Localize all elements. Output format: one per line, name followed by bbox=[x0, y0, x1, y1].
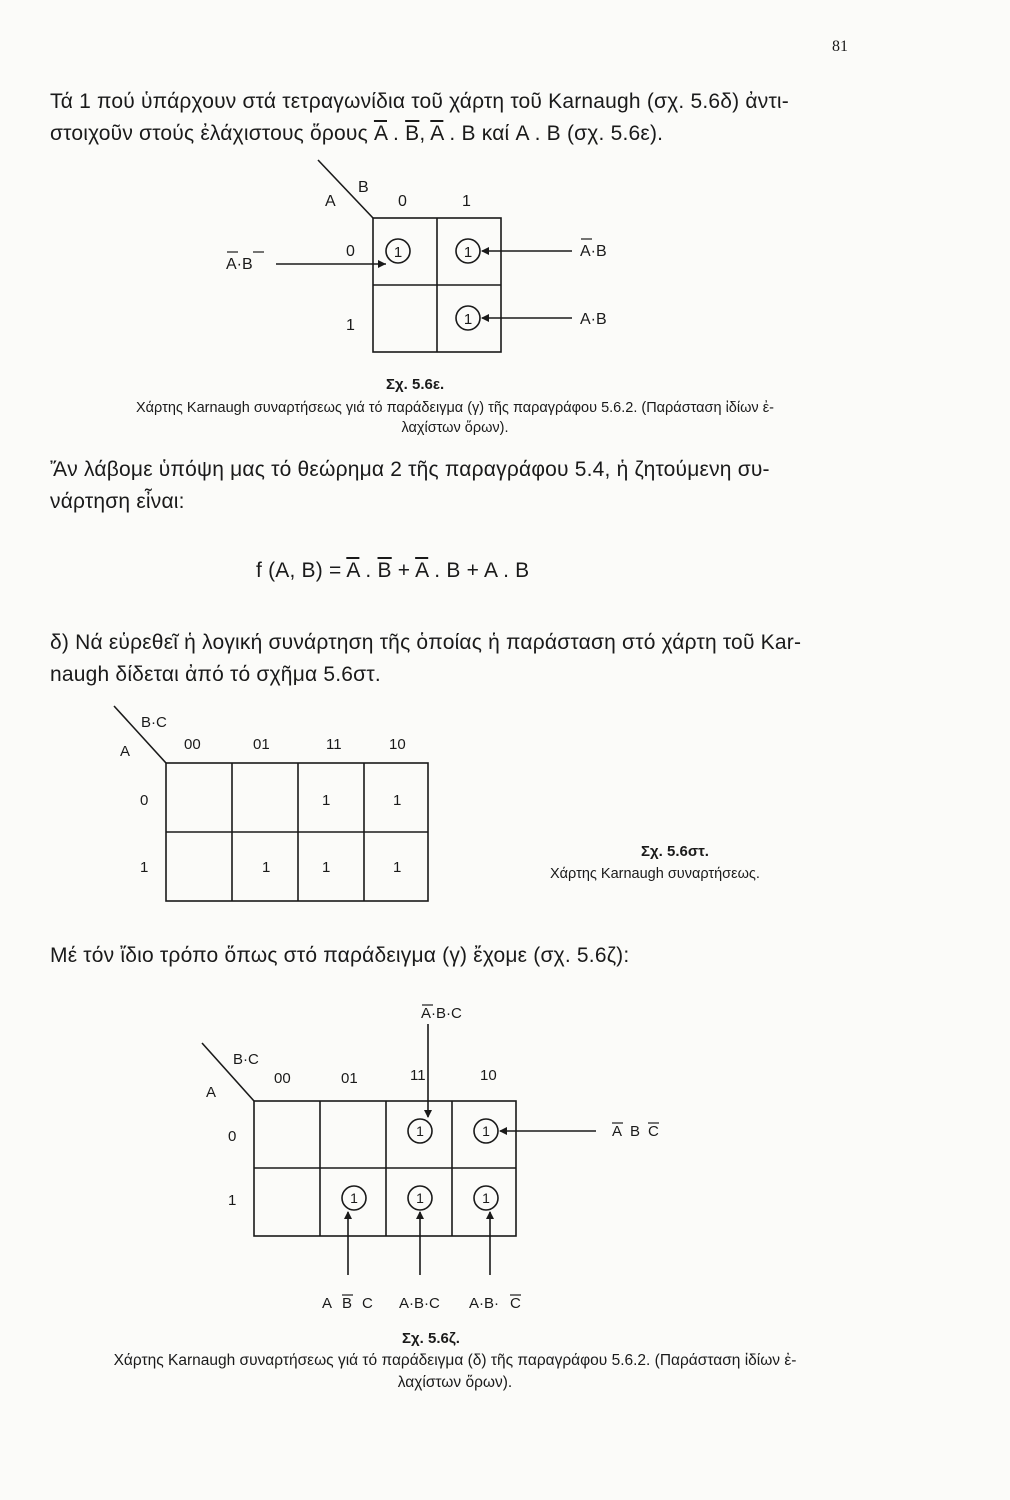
comma: , bbox=[419, 122, 426, 145]
column-header: 11 bbox=[410, 1067, 426, 1084]
column-header: 11 bbox=[326, 736, 342, 753]
dot: . bbox=[449, 122, 456, 145]
page-number: 81 bbox=[832, 38, 848, 55]
dot: . bbox=[434, 559, 441, 582]
term-bottom-1-a: A bbox=[322, 1295, 333, 1312]
cell-value: 1 bbox=[393, 244, 403, 261]
term-label-left: A·B bbox=[226, 256, 253, 273]
row-header-1: 1 bbox=[346, 317, 355, 334]
caption-line-2: λαχίστων ὅρων). bbox=[401, 420, 509, 436]
plus: + bbox=[397, 559, 411, 582]
cell-value: 1 bbox=[322, 792, 331, 809]
cell-value: 1 bbox=[416, 1123, 424, 1139]
paragraph-3-line-2: naugh δίδεται ἀπό τό σχῆμα 5.6στ. bbox=[50, 663, 381, 686]
cell-value: 1 bbox=[463, 311, 473, 328]
var-b: B bbox=[546, 122, 561, 145]
column-header: 01 bbox=[253, 736, 270, 753]
caption-line-2: λαχίστων ὅρων). bbox=[397, 1374, 513, 1391]
var-a: A bbox=[483, 559, 498, 582]
term-right-c: C bbox=[648, 1123, 659, 1140]
term-label-right-top: A·B bbox=[580, 243, 607, 260]
eq-lhs: f (A, B) = bbox=[256, 559, 347, 582]
column-header: 10 bbox=[480, 1067, 497, 1084]
row-header-0: 0 bbox=[140, 792, 149, 809]
var-b: B bbox=[515, 559, 530, 582]
var-a: A bbox=[515, 122, 529, 145]
figure-title-5-6st: Σχ. 5.6στ. bbox=[641, 843, 709, 860]
figure-title-5-6z: Σχ. 5.6ζ. bbox=[402, 1330, 460, 1347]
row-header-1: 1 bbox=[140, 859, 149, 876]
cell-value: 1 bbox=[482, 1190, 490, 1206]
var-b: B bbox=[461, 122, 476, 145]
term-bottom-1-c: C bbox=[362, 1295, 373, 1312]
column-header-0: 0 bbox=[398, 193, 407, 210]
term-right-a: A bbox=[612, 1123, 623, 1140]
dot: . bbox=[503, 559, 510, 582]
axis-label-bc: B·C bbox=[141, 714, 167, 731]
row-header-0: 0 bbox=[346, 243, 355, 260]
dot: . bbox=[365, 559, 372, 582]
text-run: (σχ. 5.6ε). bbox=[566, 122, 664, 145]
column-header-1: 1 bbox=[462, 193, 471, 210]
var-a-bar: $\overline{A}$ bbox=[373, 122, 387, 145]
figure-caption-5-6z bbox=[20, 1350, 890, 1394]
cell-value: 1 bbox=[482, 1123, 490, 1139]
caption-line-1: Χάρτης Karnaugh συναρτήσεως γιά τό παράδειγμα (δ) τῆς παραγράφου 5.6.2. (Παράσταση ἰδίων ἐ- bbox=[113, 1352, 797, 1369]
arrow-head bbox=[424, 1110, 432, 1118]
text-run: στοιχοῦν στούς ἐλάχιστους ὅρους bbox=[50, 122, 374, 145]
axis-label-bc: B·C bbox=[233, 1051, 259, 1068]
arrow-head bbox=[486, 1211, 494, 1219]
cell-value: 1 bbox=[416, 1190, 424, 1206]
term-label-top: A·B·C bbox=[421, 1005, 462, 1022]
term-bottom-3-c: C bbox=[510, 1295, 521, 1312]
var-b: B bbox=[446, 559, 461, 582]
dot: . bbox=[393, 122, 400, 145]
cell-value: 1 bbox=[322, 859, 331, 876]
row-header-1: 1 bbox=[228, 1192, 237, 1209]
cell-value: 1 bbox=[262, 859, 271, 876]
term-bottom-1-b: B bbox=[342, 1295, 353, 1312]
axis-label-a: A bbox=[325, 193, 336, 210]
arrow-head bbox=[344, 1211, 352, 1219]
paragraph-2-line-1: Ἄν λάβομε ὑπόψη μας τό θεώρημα 2 τῆς παραγράφου 5.4, ἡ ζητούμενη συ- bbox=[50, 458, 770, 481]
column-header: 00 bbox=[184, 736, 201, 753]
cell-value: 1 bbox=[393, 859, 402, 876]
arrow-head bbox=[499, 1127, 507, 1135]
dot: . bbox=[534, 122, 541, 145]
paragraph-4: Μέ τόν ἴδιο τρόπο ὅπως στό παράδειγμα (γ) ἔχομε (σχ. 5.6ζ): bbox=[50, 944, 630, 967]
column-header: 01 bbox=[341, 1070, 358, 1087]
word-and: καί bbox=[481, 122, 510, 145]
caption-line-1: Χάρτης Karnaugh συναρτήσεως γιά τό παράδειγμα (γ) τῆς παραγράφου 5.6.2. (Παράσταση ἰδίων ἐ- bbox=[136, 400, 774, 416]
axis-label-b: B bbox=[358, 179, 369, 196]
var-b-bar: $\overline{B}$ bbox=[405, 122, 420, 145]
axis-label-a: A bbox=[206, 1084, 217, 1101]
var-b-bar: $\overline{B}$ bbox=[377, 559, 392, 582]
cell-value: 1 bbox=[350, 1190, 358, 1206]
column-header: 00 bbox=[274, 1070, 291, 1087]
row-header-0: 0 bbox=[228, 1128, 237, 1145]
cell-value: 1 bbox=[463, 244, 473, 261]
plus: + bbox=[466, 559, 480, 582]
paragraph-2-line-2: νάρτηση εἶναι: bbox=[50, 490, 185, 513]
paragraph-3-line-1: δ) Νά εὑρεθεῖ ἡ λογική συνάρτηση τῆς ὁποίας ἡ παράσταση στό χάρτη τοῦ Kar- bbox=[50, 631, 802, 654]
paragraph-1-line-1: Τά 1 πού ὑπάρχουν στά τετραγωνίδια τοῦ χάρτη τοῦ Karnaugh (σχ. 5.6δ) ἀντι- bbox=[50, 90, 789, 113]
term-right-b: B bbox=[630, 1123, 641, 1140]
var-a-bar: $\overline{A}$ bbox=[415, 559, 429, 582]
var-a-bar: $\overline{A}$ bbox=[430, 122, 444, 145]
term-bottom-3-ab: A·B· bbox=[469, 1295, 499, 1312]
term-bottom-2: A·B·C bbox=[399, 1295, 440, 1312]
axis-label-a: A bbox=[120, 743, 131, 760]
column-header: 10 bbox=[389, 736, 406, 753]
term-label-right-bottom: A·B bbox=[580, 311, 607, 328]
var-a-bar: $\overline{A}$ bbox=[346, 559, 360, 582]
cell-value: 1 bbox=[393, 792, 402, 809]
figure-caption-5-6st: Χάρτης Karnaugh συναρτήσεως. bbox=[550, 866, 760, 882]
figure-title-5-6e: Σχ. 5.6ε. bbox=[386, 376, 445, 393]
arrow-head bbox=[416, 1211, 424, 1219]
